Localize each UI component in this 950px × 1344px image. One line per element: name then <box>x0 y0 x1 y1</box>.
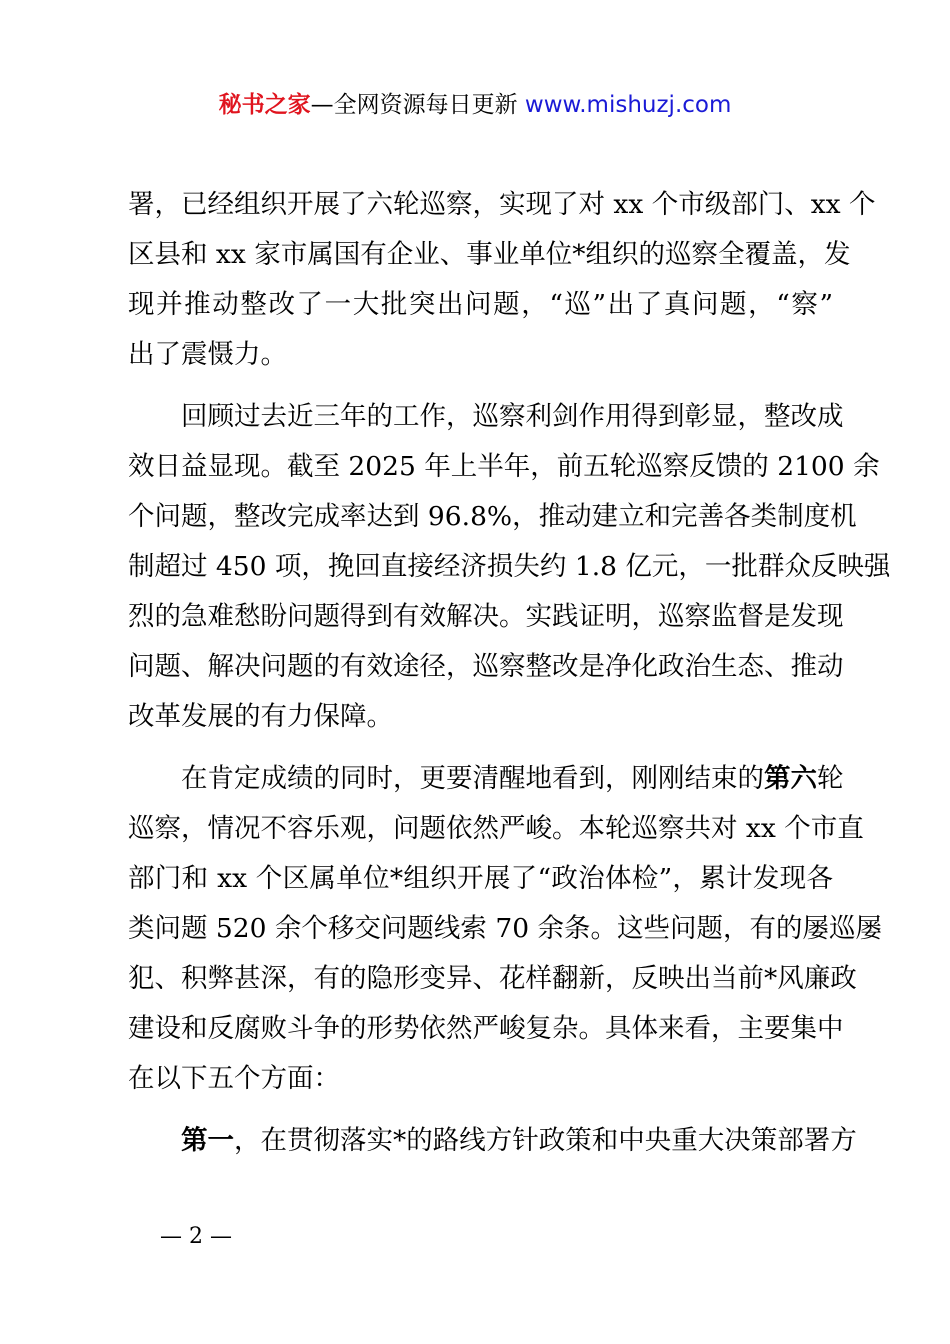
paragraph <box>128 1116 857 1166</box>
text-line: 回顾过去近三年的工作，巡察利剑作用得到彰显，整改成 <box>128 401 844 432</box>
text-line <box>128 754 844 804</box>
site-url-link[interactable]: www.mishuzj.com <box>524 92 732 118</box>
paragraph <box>128 754 882 1104</box>
text-line: 制超过 450 项，挽回直接经济损失约 1.8 亿元，一批群众反映强 <box>128 551 891 582</box>
banner-tagline: —全网资源每日更新 <box>310 92 525 118</box>
text-line: 效日益显现。截至 2025 年上半年，前五轮巡察反馈的 2100 余 <box>128 451 880 482</box>
text-line <box>128 1116 857 1166</box>
text-line: 烈的急难愁盼问题得到有效解决。实践证明，巡察监督是发现 <box>128 601 844 632</box>
paragraph <box>128 180 876 380</box>
text-line: 犯、积弊甚深，有的隐形变异、花样翻新，反映出当前*风廉政 <box>128 963 857 994</box>
text-line: 改革发展的有力保障。 <box>128 701 393 732</box>
text-line: 现并推动整改了一大批突出问题，“巡”出了真问题，“察” <box>128 289 833 320</box>
text-line: 建设和反腐败斗争的形势依然严峻复杂。具体来看，主要集中 <box>128 1013 844 1044</box>
text-line: 部门和 xx 个区属单位*组织开展了“政治体检”，累计发现各 <box>128 863 833 894</box>
text-line: 出了震慑力。 <box>128 339 287 370</box>
bold-text: 第六 <box>764 763 817 794</box>
text-line: 巡察，情况不容乐观，问题依然严峻。本轮巡察共对 xx 个市直 <box>128 813 864 844</box>
brand-name: 秘书之家 <box>218 92 311 118</box>
document-body <box>128 180 891 1166</box>
text-run <box>128 1125 181 1156</box>
text-line: 个问题，整改完成率达到 96.8%，推动建立和完善各类制度机 <box>128 501 857 532</box>
text-run: ，在贯彻落实*的路线方针政策和中央重大决策部署方 <box>234 1125 857 1156</box>
text-line: 问题、解决问题的有效途径，巡察整改是净化政治生态、推动 <box>128 651 844 682</box>
text-line: 在以下五个方面： <box>128 1063 340 1094</box>
paragraph <box>128 392 891 742</box>
text-run: 轮 <box>817 763 844 794</box>
text-line: 类问题 520 余个移交问题线索 70 余条。这些问题，有的屡巡屡 <box>128 913 882 944</box>
site-banner <box>0 88 950 122</box>
text-run: 在肯定成绩的同时，更要清醒地看到，刚刚结束的 <box>128 763 764 794</box>
page-number: — 2 — <box>160 1224 232 1249</box>
text-line: 区县和 xx 家市属国有企业、事业单位*组织的巡察全覆盖，发 <box>128 239 851 270</box>
bold-text: 第一 <box>181 1125 234 1156</box>
text-line: 署，已经组织开展了六轮巡察，实现了对 xx 个市级部门、xx 个 <box>128 189 876 220</box>
